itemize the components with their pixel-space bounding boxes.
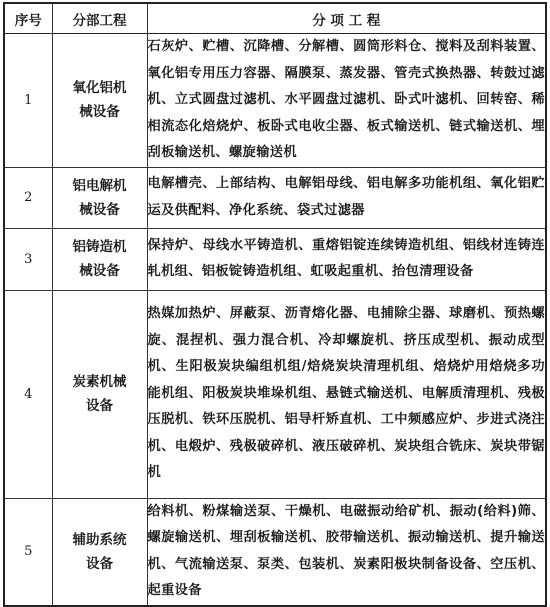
table-row xyxy=(4,290,546,498)
division-name: 炭素机械设备 xyxy=(72,374,127,414)
header-row xyxy=(4,3,546,34)
row-number: 5 xyxy=(4,498,52,606)
row-number: 4 xyxy=(4,290,52,498)
division-name: 铝铸造机械设备 xyxy=(72,239,127,279)
table-header xyxy=(4,3,546,34)
division-cell xyxy=(52,167,147,228)
items-cell: 石灰炉、贮槽、沉降槽、分解槽、圆筒形料仓、搅料及刮料装置、氧化铝专用压力容器、隔膜泵、蒸发器、管壳式换热器、转鼓过滤机、立式圆盘过滤机、水平圆盘过滤机、卧式叶滤机、回转窑、稀相流态化焙烧炉、板卧式电收尘器、板式输送机、链式输送机、埋刮板输送机、螺旋输送机 xyxy=(147,34,546,168)
division-name: 氧化铝机械设备 xyxy=(72,80,127,121)
equipment-table xyxy=(3,2,547,607)
items-cell: 热媒加热炉、屏蔽泵、沥青熔化器、电捕除尘器、球磨机、预热螺旋、混捏机、强力混合机、冷却螺旋机、挤压成型机、振动成型机、生阳极炭块编组机组/焙烧炭块清理机组、焙烧炉用焙烧多功能机组、阳极炭块堆垛机组、悬链式输送机、电解质清理机、残极压脱机、铁环压脱机、铝导杆矫直机、工中频感应炉、步进式浇注机、电煅炉、残极破碎机、液压破碎机、炭块组合铣床、炭块带锯机 xyxy=(147,290,546,498)
table-row xyxy=(4,228,546,290)
table-row xyxy=(4,498,546,606)
row-number: 1 xyxy=(4,34,52,168)
division-name: 铝电解机械设备 xyxy=(72,177,127,218)
division-cell xyxy=(52,498,147,606)
row-number: 2 xyxy=(4,167,52,228)
division-cell xyxy=(52,290,147,498)
header-items: 分 项 工 程 xyxy=(147,3,546,34)
division-name: 辅助系统设备 xyxy=(72,531,127,572)
row-number: 3 xyxy=(4,228,52,290)
header-no: 序号 xyxy=(4,3,52,34)
items-cell: 保持炉、母线水平铸造机、重熔铝锭连续铸造机组、铝线材连铸连轧机组、铝板锭铸造机组、虹吸起重机、抬包清理设备 xyxy=(147,228,546,290)
items-cell: 给料机、粉煤输送泵、干燥机、电磁振动给矿机、振动(给料)筛、螺旋输送机、埋刮板输送机、胶带输送机、振动输送机、提升输送机、气流输送泵、泵类、包装机、炭素阳极块制备设备、空压机、起重设备 xyxy=(147,498,546,606)
table-body xyxy=(4,34,546,606)
division-cell xyxy=(52,228,147,290)
header-division: 分部工程 xyxy=(52,3,147,34)
division-cell xyxy=(52,34,147,168)
items-cell: 电解槽壳、上部结构、电解铝母线、铝电解多功能机组、氧化铝贮运及供配料、净化系统、袋式过滤器 xyxy=(147,167,546,228)
table-row xyxy=(4,167,546,228)
table-row xyxy=(4,34,546,168)
